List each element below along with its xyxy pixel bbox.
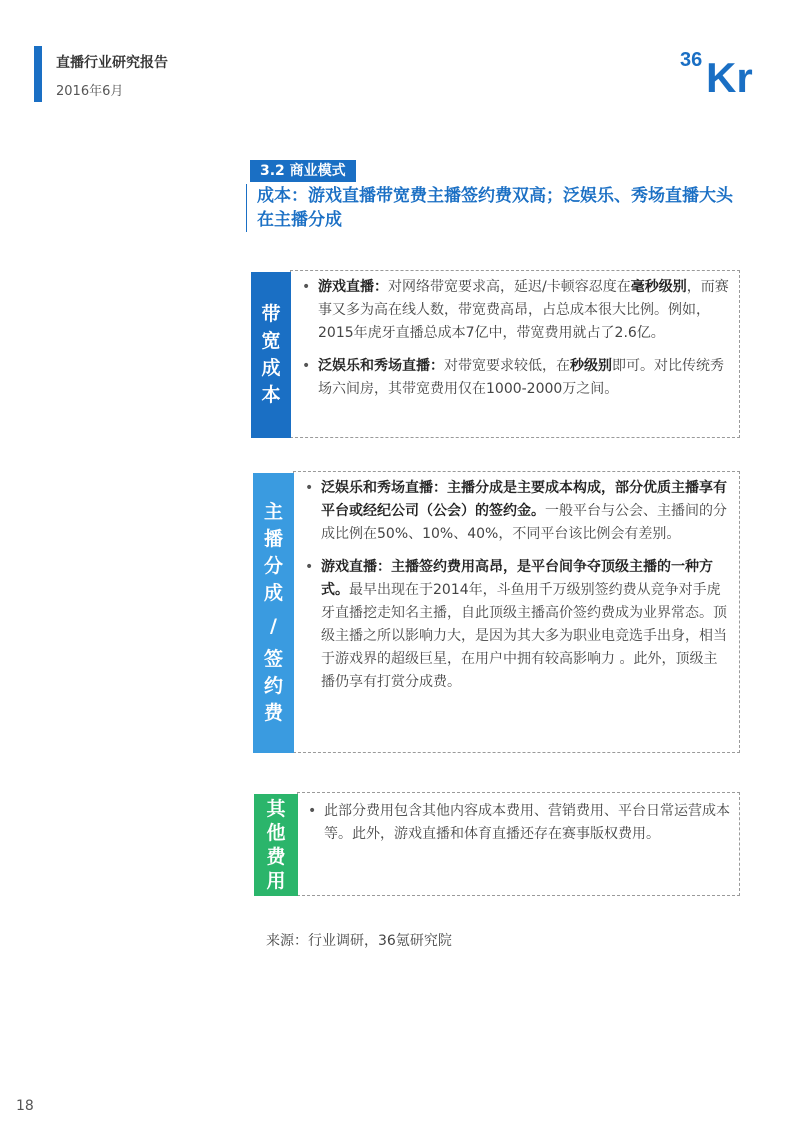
streamer-cost-label: 主 播 分 成 / 签 约 费 (253, 473, 294, 753)
svg-text:Kr: Kr (706, 54, 753, 96)
list-item: • 泛娱乐和秀场直播：主播分成是主要成本构成，部分优质主播享有平台或经纪公司（公会）的签约金。一般平台与公会、主播间的分成比例在50%、10%、40%，不同平台该比例会有差别。 (303, 477, 731, 546)
list-item: • 此部分费用包含其他内容成本费用、营销费用、平台日常运营成本等。此外，游戏直播和体育直播还存在赛事版权费用。 (306, 800, 730, 846)
svg-text:36: 36 (680, 49, 703, 71)
36kr-logo (678, 44, 768, 96)
report-date: 2016年6月 (56, 84, 124, 99)
other-cost-list (306, 800, 730, 846)
header-accent-bar (34, 46, 42, 102)
report-title: 直播行业研究报告 (56, 55, 168, 71)
source-note: 来源：行业调研，36氪研究院 (266, 933, 452, 949)
section-tag: 3.2 商业模式 (250, 160, 356, 182)
page-number: 18 (16, 1098, 34, 1114)
list-item: • 泛娱乐和秀场直播：对带宽要求较低，在秒级别即可。对比传统秀场六间房，其带宽费用仅在1000-2000万之间。 (300, 355, 730, 401)
list-item: • 游戏直播：主播签约费用高昂，是平台间争夺顶级主播的一种方式。最早出现在于2014年，斗鱼用千万级别签约费从竞争对手虎牙直播挖走知名主播，自此顶级主播高价签约费成为业界常态。顶级主播之所以影响力大，是因为其大多为职业电竞选手出身，相当于游戏界的超级巨星，在用户中拥有较高影响力 。此外，顶级主播仍享有打赏分成费。 (303, 556, 731, 694)
other-cost-label: 其 他 费 用 (254, 794, 298, 896)
streamer-cost-list (303, 477, 731, 694)
list-item: • 游戏直播：对网络带宽要求高，延迟/卡顿容忍度在毫秒级别，而赛事又多为高在线人数，带宽费高昂，占总成本很大比例。例如，2015年虎牙直播总成本7亿中，带宽费用就占了2.6亿。 (300, 276, 730, 345)
section-heading: 成本：游戏直播带宽费主播签约费双高；泛娱乐、秀场直播大头在主播分成 (246, 184, 746, 232)
bandwidth-cost-list (300, 276, 730, 401)
bandwidth-cost-label: 带 宽 成 本 (251, 272, 291, 438)
